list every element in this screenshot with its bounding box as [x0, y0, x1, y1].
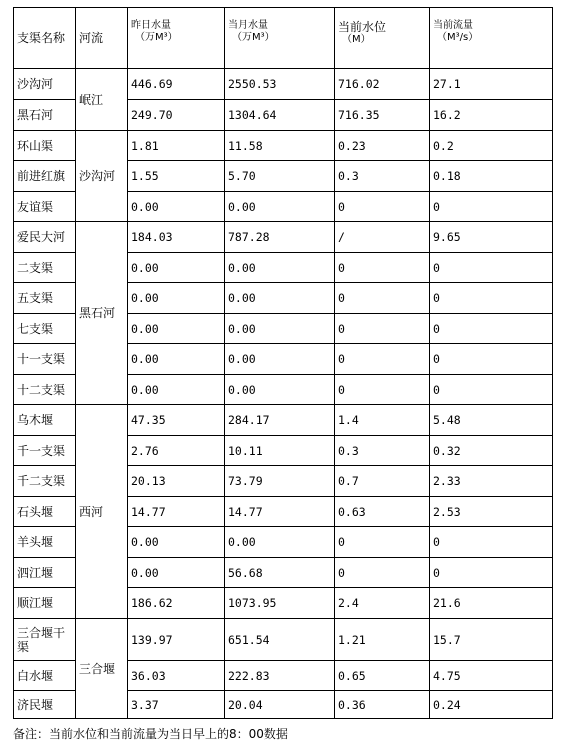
branch-name: 羊头堰 [14, 527, 76, 558]
monthly-volume: 11.58 [225, 131, 335, 161]
flow-rate: 0 [430, 527, 553, 558]
table-row [14, 222, 553, 253]
monthly-volume: 14.77 [225, 497, 335, 527]
monthly-volume: 5.70 [225, 161, 335, 192]
daily-volume: 3.37 [128, 691, 225, 719]
daily-volume: 47.35 [128, 405, 225, 436]
monthly-volume: 0.00 [225, 192, 335, 222]
daily-volume: 0.00 [128, 192, 225, 222]
branch-name: 乌木堰 [14, 405, 76, 436]
monthly-volume: 787.28 [225, 222, 335, 253]
branch-name: 白水堰 [14, 661, 76, 691]
daily-volume: 0.00 [128, 558, 225, 588]
daily-volume: 20.13 [128, 466, 225, 497]
flow-rate: 21.6 [430, 588, 553, 619]
water-level: 0 [335, 558, 430, 588]
monthly-volume: 10.11 [225, 436, 335, 466]
header-monthly-unit: （万M³） [232, 32, 275, 43]
water-level: / [335, 222, 430, 253]
daily-volume: 0.00 [128, 283, 225, 314]
branch-name: 环山渠 [14, 131, 76, 161]
water-level: 716.35 [335, 100, 430, 131]
daily-volume: 139.97 [128, 619, 225, 661]
monthly-volume: 651.54 [225, 619, 335, 661]
header-daily-volume [128, 8, 225, 69]
branch-name: 泗江堰 [14, 558, 76, 588]
flow-rate: 0.24 [430, 691, 553, 719]
daily-volume: 0.00 [128, 253, 225, 283]
water-level: 0 [335, 283, 430, 314]
daily-volume: 0.00 [128, 314, 225, 344]
branch-name: 石头堰 [14, 497, 76, 527]
flow-rate: 0.32 [430, 436, 553, 466]
monthly-volume: 0.00 [225, 283, 335, 314]
flow-rate: 0.18 [430, 161, 553, 192]
flow-rate: 27.1 [430, 69, 553, 100]
daily-volume: 0.00 [128, 527, 225, 558]
flow-rate: 2.53 [430, 497, 553, 527]
flow-rate: 0 [430, 375, 553, 405]
river-cell: 岷江 [76, 69, 128, 131]
daily-volume: 14.77 [128, 497, 225, 527]
header-daily-unit: （万M³） [135, 32, 178, 43]
river-cell: 三合堰 [76, 619, 128, 719]
daily-volume: 1.55 [128, 161, 225, 192]
flow-rate: 0 [430, 253, 553, 283]
water-level: 0 [335, 253, 430, 283]
water-level: 0.23 [335, 131, 430, 161]
flow-rate: 0 [430, 314, 553, 344]
water-level: 0.7 [335, 466, 430, 497]
water-level: 0 [335, 192, 430, 222]
table-row [14, 69, 553, 100]
flow-rate: 0 [430, 283, 553, 314]
monthly-volume: 0.00 [225, 375, 335, 405]
header-flow-rate [430, 8, 553, 69]
header-water-level [335, 8, 430, 69]
monthly-volume: 284.17 [225, 405, 335, 436]
daily-volume: 2.76 [128, 436, 225, 466]
water-level: 0.36 [335, 691, 430, 719]
branch-name: 前进红旗 [14, 161, 76, 192]
branch-name: 十一支渠 [14, 344, 76, 375]
water-level: 0 [335, 375, 430, 405]
header-daily-label: 昨日水量 [131, 20, 171, 31]
monthly-volume: 0.00 [225, 253, 335, 283]
branch-name: 千一支渠 [14, 436, 76, 466]
river-cell: 西河 [76, 405, 128, 619]
header-monthly-volume [225, 8, 335, 69]
monthly-volume: 0.00 [225, 344, 335, 375]
daily-volume: 1.81 [128, 131, 225, 161]
table-row [14, 619, 553, 661]
daily-volume: 186.62 [128, 588, 225, 619]
monthly-volume: 1073.95 [225, 588, 335, 619]
branch-name: 千二支渠 [14, 466, 76, 497]
monthly-volume: 2550.53 [225, 69, 335, 100]
river-cell: 黑石河 [76, 222, 128, 405]
header-river: 河流 [76, 8, 128, 69]
branch-name: 十二支渠 [14, 375, 76, 405]
water-level: 716.02 [335, 69, 430, 100]
branch-name: 济民堰 [14, 691, 76, 719]
water-level: 1.21 [335, 619, 430, 661]
monthly-volume: 73.79 [225, 466, 335, 497]
branch-name: 友谊渠 [14, 192, 76, 222]
branch-name: 二支渠 [14, 253, 76, 283]
flow-rate: 0 [430, 344, 553, 375]
header-monthly-label: 当月水量 [228, 20, 268, 31]
flow-rate: 0 [430, 192, 553, 222]
water-level: 2.4 [335, 588, 430, 619]
water-level: 0.63 [335, 497, 430, 527]
water-level: 0.3 [335, 436, 430, 466]
water-level: 1.4 [335, 405, 430, 436]
header-flow-label: 当前流量 [433, 20, 473, 31]
branch-name: 爱民大河 [14, 222, 76, 253]
daily-volume: 184.03 [128, 222, 225, 253]
monthly-volume: 56.68 [225, 558, 335, 588]
branch-name: 三合堰干渠 [14, 619, 76, 661]
header-level-label: 当前水位 [338, 20, 387, 34]
water-level: 0 [335, 314, 430, 344]
branch-name: 沙沟河 [14, 69, 76, 100]
water-level: 0.3 [335, 161, 430, 192]
daily-volume: 36.03 [128, 661, 225, 691]
branch-name: 七支渠 [14, 314, 76, 344]
river-cell: 沙沟河 [76, 131, 128, 222]
header-flow-unit: （M³/s） [437, 32, 479, 43]
monthly-volume: 222.83 [225, 661, 335, 691]
flow-rate: 4.75 [430, 661, 553, 691]
table-row [14, 405, 553, 436]
header-row [14, 8, 553, 69]
monthly-volume: 1304.64 [225, 100, 335, 131]
daily-volume: 446.69 [128, 69, 225, 100]
branch-name: 顺江堰 [14, 588, 76, 619]
water-level: 0 [335, 344, 430, 375]
daily-volume: 249.70 [128, 100, 225, 131]
daily-volume: 0.00 [128, 375, 225, 405]
monthly-volume: 0.00 [225, 314, 335, 344]
branch-name: 五支渠 [14, 283, 76, 314]
branch-name: 黑石河 [14, 100, 76, 131]
flow-rate: 9.65 [430, 222, 553, 253]
flow-rate: 2.33 [430, 466, 553, 497]
flow-rate: 5.48 [430, 405, 553, 436]
flow-rate: 0 [430, 558, 553, 588]
monthly-volume: 0.00 [225, 527, 335, 558]
monthly-volume: 20.04 [225, 691, 335, 719]
header-level-unit: （M） [342, 34, 371, 45]
flow-rate: 16.2 [430, 100, 553, 131]
header-branch-name: 支渠名称 [14, 8, 76, 69]
footnote: 备注：当前水位和当前流量为当日早上的8：00数据 [13, 727, 288, 741]
water-level: 0 [335, 527, 430, 558]
water-data-table [13, 7, 553, 719]
flow-rate: 0.2 [430, 131, 553, 161]
table-row [14, 131, 553, 161]
daily-volume: 0.00 [128, 344, 225, 375]
flow-rate: 15.7 [430, 619, 553, 661]
water-level: 0.65 [335, 661, 430, 691]
